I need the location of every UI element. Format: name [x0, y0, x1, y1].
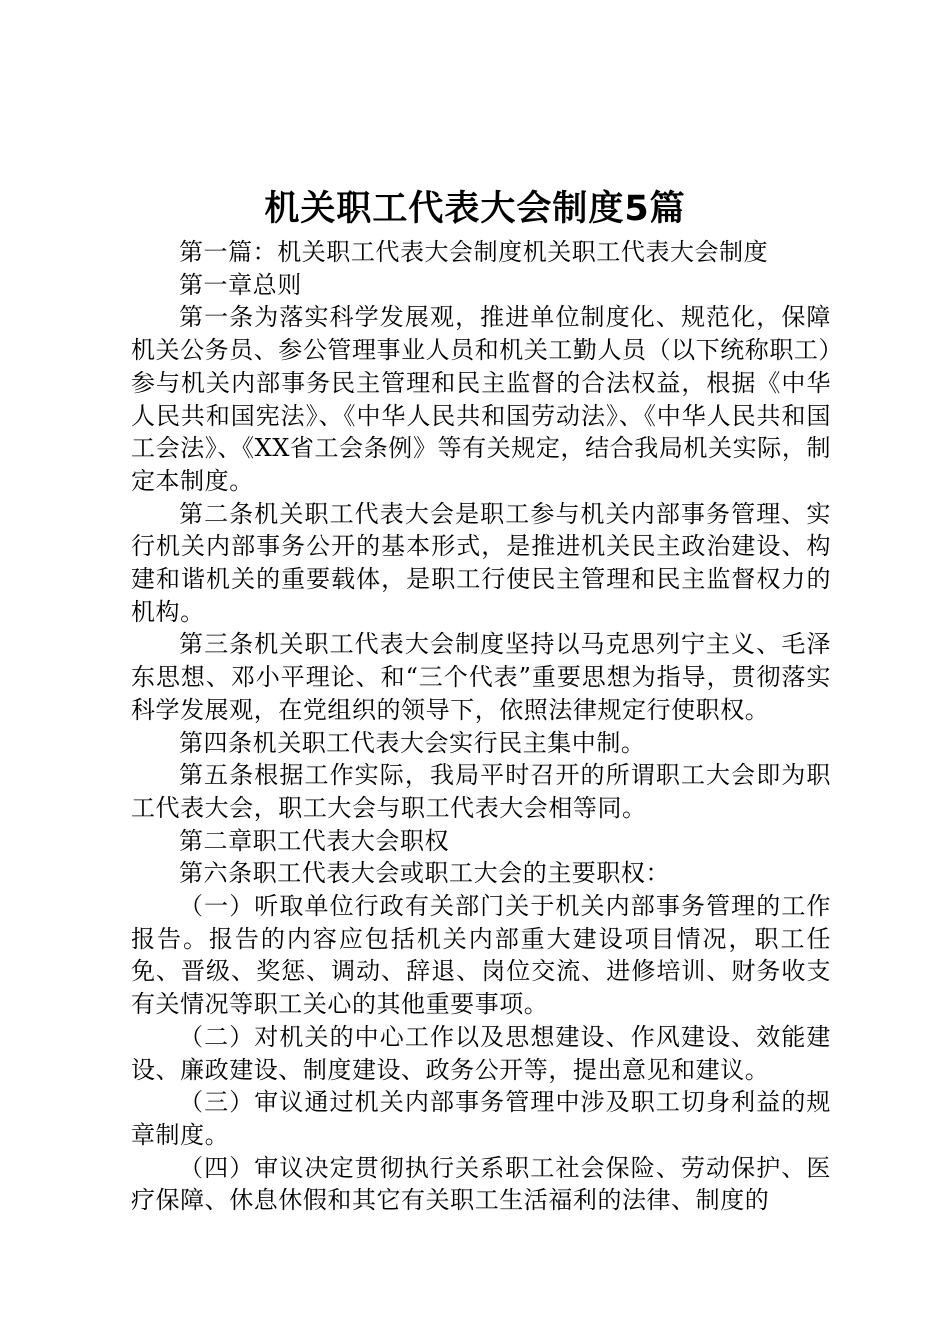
paragraph-general-provisions: 第一章总则 — [179, 270, 302, 299]
document-body — [131, 236, 831, 1217]
paragraph-item-3: （三）审议通过机关内部事务管理中涉及职工切身利益的规章制度。 — [131, 1088, 831, 1149]
paragraph-article-6: 第六条职工代表大会或职工大会的主要职权： — [179, 859, 670, 888]
paragraph-article-4: 第四条机关职工代表大会实行民主集中制。 — [179, 728, 646, 757]
paragraph-item-4: （四）审议决定贯彻执行关系职工社会保险、劳动保护、医疗保障、休息休假和其它有关职工生活福利的法律、制度的 — [131, 1153, 831, 1215]
paragraph-article-5: 第五条根据工作实际，我局平时召开的所谓职工大会即为职工代表大会，职工大会与职工代表大会相等同。 — [131, 761, 831, 822]
paragraph-article-3: 第三条机关职工代表大会制度坚持以马克思列宁主义、毛泽东思想、邓小平理论、和“三个代表”重要思想为指导，贯彻落实科学发展观，在党组织的领导下，依照法律规定行使职权。 — [131, 630, 831, 724]
document-title: 机关职工代表大会制度5篇 — [264, 189, 686, 229]
paragraph-chapter-one-heading: 第一篇：机关职工代表大会制度机关职工代表大会制度 — [179, 238, 769, 266]
paragraph-item-1: （一）听取单位行政有关部门关于机关内部事务管理的工作报告。报告的内容应包括机关内部重大建设项目情况，职工任免、晋级、奖惩、调动、辞退、岗位交流、进修培训、财务收支有关情况等职工关心的其他重要事项。 — [131, 892, 831, 1019]
paragraph-article-2: 第二条机关职工代表大会是职工参与机关内部事务管理、实行机关内部事务公开的基本形式，是推进机关民主政治建设、构建和谐机关的重要载体，是职工行使民主管理和民主监督权力的机构。 — [131, 499, 831, 626]
paragraph-item-2: （二）对机关的中心工作以及思想建设、作风建设、效能建设、廉政建设、制度建设、政务公开等，提出意见和建议。 — [131, 1022, 831, 1084]
paragraph-chapter-two-heading: 第二章职工代表大会职权 — [179, 826, 450, 855]
paragraph-article-1: 第一条为落实科学发展观，推进单位制度化、规范化，保障机关公务员、参公管理事业人员和机关工勤人员（以下统称职工）参与机关内部事务民主管理和民主监督的合法权益，根据《中华人民共和国宪法》、《中华人民共和国劳动法》、《中华人民共和国工会法》、《XX省工会条例》等有关规定，结合我局机关实际，制定本制度。 — [131, 303, 831, 495]
